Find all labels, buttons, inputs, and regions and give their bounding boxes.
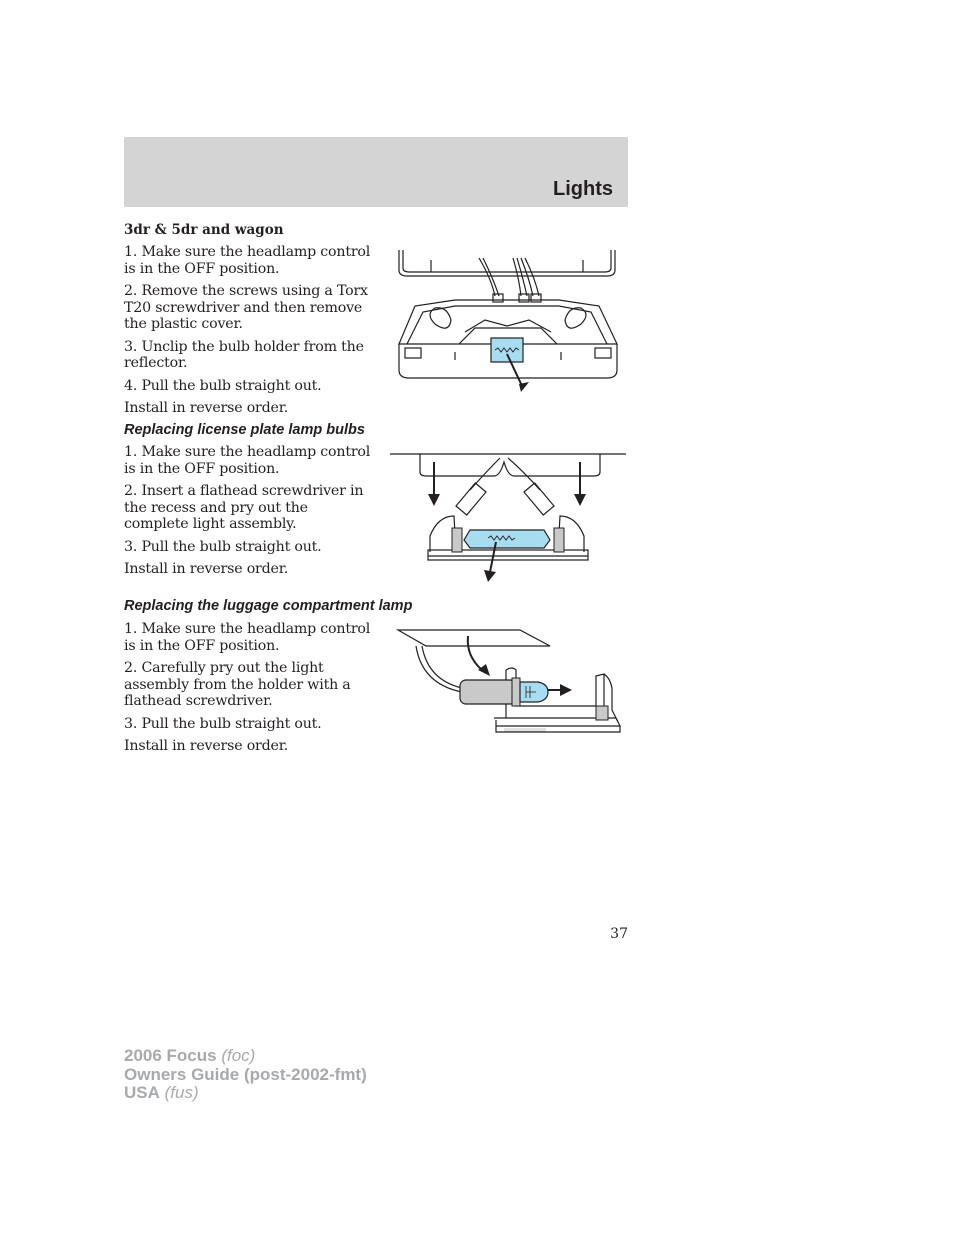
step: 3. Unclip the bulb holder from the reflector. bbox=[124, 338, 364, 371]
step: Install in reverse order. bbox=[124, 561, 289, 577]
section-heading: Replacing the luggage compartment lamp bbox=[124, 598, 413, 614]
section-luggage-lamp bbox=[124, 621, 374, 761]
step: 2. Insert a flathead screwdriver in the recess and pry out the complete light assembly. bbox=[124, 483, 364, 532]
luggage-lamp-illustration bbox=[396, 626, 624, 738]
step: 4. Pull the bulb straight out. bbox=[124, 377, 322, 394]
footer-line bbox=[124, 1084, 367, 1103]
step: 2. Remove the screws using a Torx T20 screwdriver and then remove the plastic cover. bbox=[124, 283, 368, 332]
section-license-plate-lamp bbox=[124, 444, 374, 584]
license-plate-lamp-illustration bbox=[390, 450, 626, 584]
footer-line bbox=[124, 1047, 367, 1066]
step: 1. Make sure the headlamp control is in the OFF position. bbox=[124, 244, 371, 277]
step: Install in reverse order. bbox=[124, 400, 289, 416]
step: 2. Carefully pry out the light assembly from the holder with a flathead screwdriver. bbox=[124, 660, 351, 709]
footer-line bbox=[124, 1066, 367, 1085]
step: 1. Make sure the headlamp control is in the OFF position. bbox=[124, 444, 371, 477]
footer-model-code: (foc) bbox=[221, 1046, 256, 1065]
footer-model: 2006 Focus bbox=[124, 1046, 217, 1065]
footer-guide: Owners Guide (post-2002-fmt) bbox=[124, 1064, 367, 1084]
section-dome-lamp bbox=[124, 222, 374, 423]
step: Install in reverse order. bbox=[124, 738, 289, 754]
footer-market-code: (fus) bbox=[164, 1083, 199, 1102]
document-footer bbox=[124, 1047, 367, 1103]
section-heading: Replacing license plate lamp bulbs bbox=[124, 422, 365, 438]
step: 3. Pull the bulb straight out. bbox=[124, 715, 322, 732]
step: 3. Pull the bulb straight out. bbox=[124, 538, 322, 555]
dome-lamp-illustration bbox=[395, 248, 621, 400]
chapter-header bbox=[124, 137, 628, 207]
chapter-title: Lights bbox=[553, 178, 613, 200]
footer-market: USA bbox=[124, 1083, 160, 1102]
page-number: 37 bbox=[610, 926, 628, 942]
step: 1. Make sure the headlamp control is in the OFF position. bbox=[124, 621, 371, 654]
section-heading: 3dr & 5dr and wagon bbox=[124, 222, 284, 238]
